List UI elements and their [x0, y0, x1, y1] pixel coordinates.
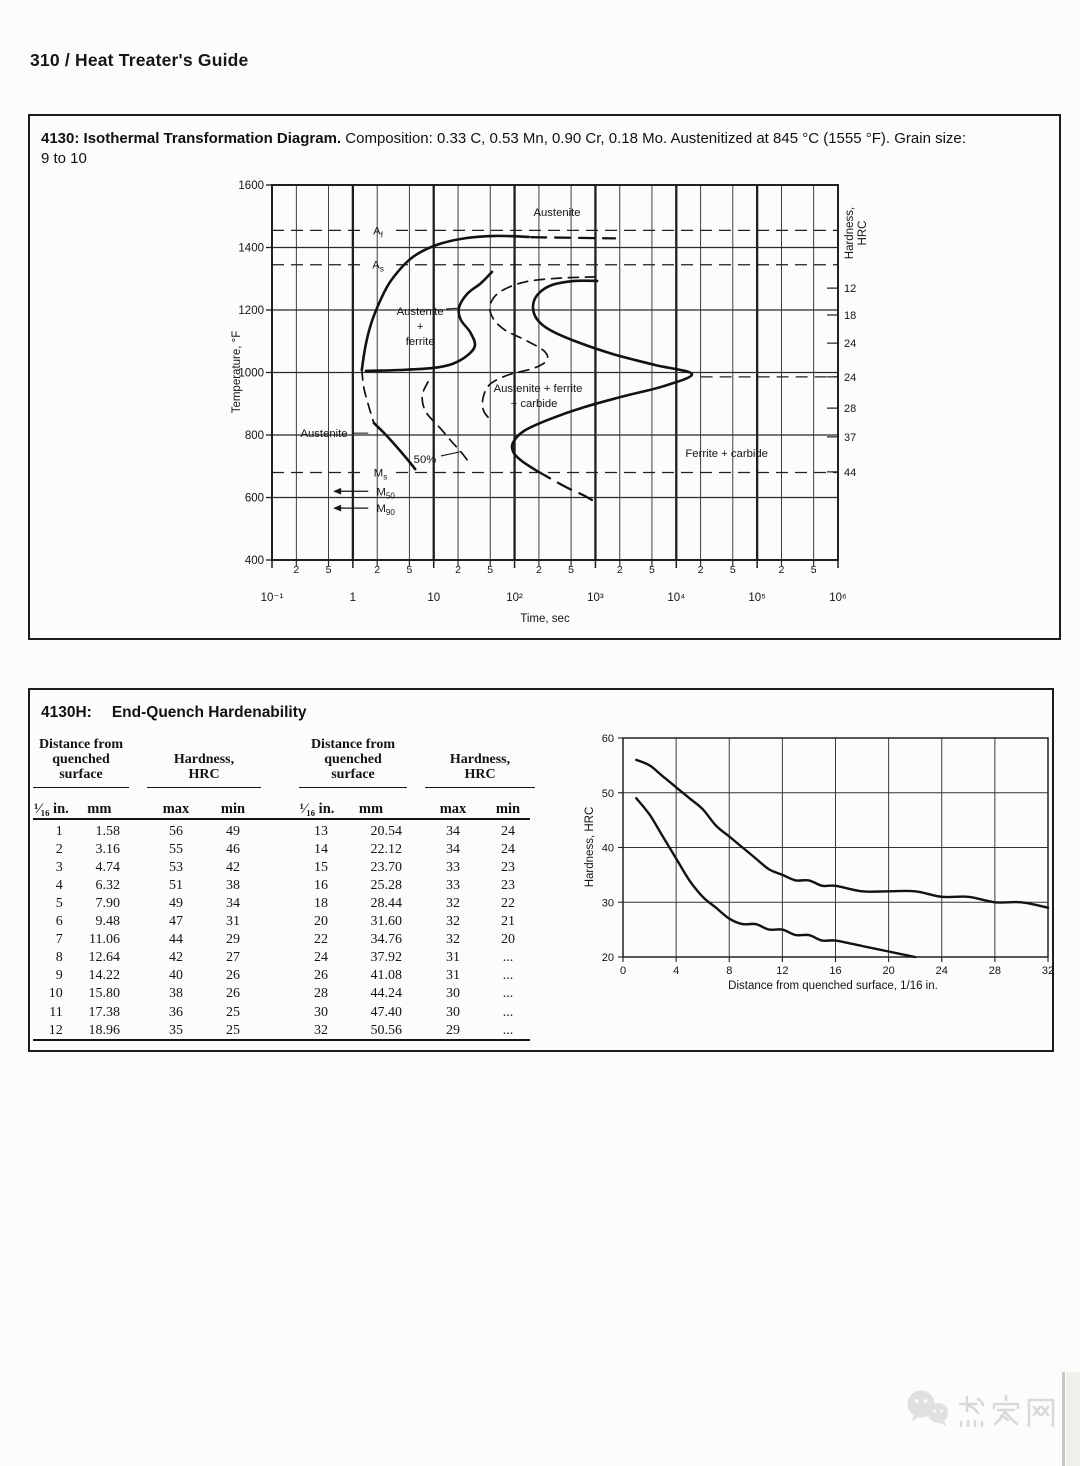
x-axis-tick-label: 10⁶: [829, 592, 847, 604]
col-header-max: max: [439, 800, 467, 817]
x-axis-minor-label: 5: [325, 564, 332, 576]
cell-hardness-max: 36: [169, 1004, 183, 1020]
arrowhead: [333, 488, 341, 495]
cell-hardness-min: 26: [226, 968, 240, 984]
cell-hardness-min: 24: [501, 823, 515, 839]
cell-hardness-min: 22: [501, 895, 515, 911]
cell-hardness-max: 31: [446, 950, 460, 966]
cell-hardness-min: ...: [502, 1004, 514, 1020]
cell-distance-mm: 14.22: [88, 968, 120, 984]
cell-distance-mm: 41.08: [370, 968, 402, 984]
cell-distance-mm: 47.40: [370, 1004, 402, 1020]
x-axis-minor-label: 2: [535, 564, 542, 576]
x-axis-minor-label: 2: [293, 564, 300, 576]
group-header-hardness: Hardness, HRC: [425, 737, 535, 787]
cell-hardness-min: 21: [501, 914, 515, 930]
y-axis-tick-label: 1600: [238, 180, 264, 192]
cell-distance-sixteenth: 11: [49, 1004, 63, 1020]
curve-fifty-pct-ferrite-dashed: [422, 382, 470, 464]
x-axis-minor-label: 2: [374, 564, 381, 576]
cell-hardness-min: 29: [226, 932, 240, 948]
curve-carbide-start: [366, 272, 492, 371]
cell-hardness-max: 49: [169, 895, 183, 911]
x-axis-tick-label: 24: [935, 965, 948, 977]
phase-label: ferrite: [405, 335, 435, 348]
cell-distance-mm: 12.64: [88, 950, 120, 966]
x-axis-title: Time, sec: [520, 613, 570, 625]
phase-label: +: [416, 320, 424, 333]
phase-label: Austenite: [533, 207, 581, 220]
x-axis-minor-label: 5: [810, 564, 817, 576]
x-axis-tick-label: 10⁻¹: [260, 592, 284, 604]
cell-hardness-max: 31: [446, 968, 460, 984]
hq-section-code: 4130H:: [41, 704, 92, 721]
cell-hardness-max: 38: [169, 986, 183, 1002]
watermark: [900, 1384, 1060, 1444]
col-header-max: max: [162, 800, 190, 817]
x-axis-tick-label: 0: [619, 965, 627, 977]
hrc-tick-label: 44: [844, 466, 857, 479]
y-axis-title: Hardness, HRC: [584, 806, 596, 888]
col-header-mm: mm: [87, 800, 112, 817]
cell-distance-sixteenth: 1: [55, 823, 63, 839]
x-axis-tick-label: 1: [349, 592, 357, 604]
cell-hardness-min: 23: [501, 877, 515, 893]
cell-hardness-max: 44: [169, 932, 183, 948]
col-header-mm: mm: [358, 800, 384, 817]
col-header-sixteenth-in: ¹⁄₁₆ in.: [299, 800, 335, 817]
x-axis-minor-label: 5: [649, 564, 655, 576]
cell-distance-sixteenth: 24: [314, 950, 328, 966]
phase-label: Austenite: [396, 305, 444, 318]
y-axis-tick-label: 30: [601, 897, 614, 910]
right-axis-title: Hardness,HRC: [844, 206, 869, 260]
cell-distance-sixteenth: 5: [55, 895, 63, 911]
curve-max: [636, 760, 1048, 908]
cell-distance-sixteenth: 18: [314, 895, 328, 911]
x-axis-tick-label: 16: [829, 965, 842, 977]
curve-ferrite-start-plateau-dashed: [531, 237, 615, 238]
cell-hardness-min: 20: [501, 932, 515, 948]
x-axis-minor-label: 5: [487, 564, 494, 576]
y-axis-tick-label: 1200: [238, 305, 264, 317]
cell-distance-mm: 3.16: [95, 841, 120, 857]
cell-distance-mm: 18.96: [88, 1022, 120, 1038]
cell-distance-mm: 15.80: [88, 986, 120, 1002]
x-axis-tick-label: 20: [882, 965, 895, 977]
x-axis-tick-label: 4: [673, 965, 680, 977]
y-axis-tick-label: 1000: [238, 367, 264, 380]
phase-label: + carbide: [510, 398, 558, 411]
hrc-tick-label: 28: [844, 403, 857, 416]
cell-hardness-min: 46: [226, 841, 240, 857]
phase-label: Austenite: [300, 428, 348, 441]
cell-distance-sixteenth: 15: [314, 859, 328, 875]
watermark-glyphs: [960, 1396, 1053, 1426]
label-leader-line: [446, 308, 459, 309]
cell-distance-mm: 6.32: [95, 877, 120, 893]
cell-hardness-max: 42: [169, 950, 183, 966]
arrowhead: [333, 505, 341, 512]
cell-distance-sixteenth: 30: [314, 1004, 328, 1020]
page-header: 310 / Heat Treater's Guide: [30, 50, 249, 70]
cell-hardness-max: 30: [446, 1004, 460, 1020]
cell-distance-sixteenth: 26: [314, 968, 328, 984]
y-axis-tick-label: 400: [244, 555, 264, 567]
x-axis-tick-label: 10: [427, 592, 441, 604]
cell-distance-sixteenth: 20: [314, 914, 328, 930]
cell-hardness-max: 32: [446, 895, 460, 911]
cell-distance-sixteenth: 28: [314, 986, 328, 1002]
cell-hardness-max: 33: [446, 877, 460, 893]
x-axis-tick-label: 8: [726, 965, 733, 977]
curve-ferrite-start-mid-dashed: [362, 370, 374, 423]
y-axis-title: Temperature, °F: [231, 330, 243, 414]
cell-hardness-max: 30: [446, 986, 460, 1002]
y-axis-tick-label: 800: [244, 430, 264, 442]
cell-hardness-min: 49: [226, 823, 240, 839]
cell-hardness-max: 34: [446, 841, 460, 857]
cell-hardness-max: 51: [169, 877, 183, 893]
x-axis-tick-label: 10⁵: [748, 592, 766, 604]
cell-hardness-min: 34: [226, 895, 240, 911]
curve-ferrite-start: [362, 236, 529, 370]
cell-distance-sixteenth: 16: [314, 877, 328, 893]
cell-distance-mm: 4.74: [95, 859, 120, 875]
hq-section-name: End-Quench Hardenability: [111, 704, 307, 721]
x-axis-minor-label: 2: [697, 564, 704, 576]
cell-hardness-min: 31: [226, 914, 240, 930]
phase-label: 50%: [413, 454, 437, 467]
cell-hardness-min: ...: [502, 986, 514, 1002]
cell-hardness-min: 25: [226, 1004, 240, 1020]
cell-distance-mm: 50.56: [370, 1022, 402, 1038]
y-axis-tick-label: 20: [601, 952, 614, 964]
reference-line-label: $A_s$: [372, 259, 384, 274]
cell-distance-sixteenth: 3: [55, 859, 63, 875]
scan-edge-shade: [1066, 1372, 1080, 1466]
cell-distance-mm: 22.12: [370, 841, 402, 857]
x-axis-minor-label: 2: [778, 564, 785, 576]
cell-hardness-max: 56: [169, 823, 183, 839]
group-header-hardness: Hardness, HRC: [147, 737, 261, 787]
it-section-title-rest: Composition: 0.33 C, 0.53 Mn, 0.90 Cr, 0.18 Mo. Austenitized at 845 °C (1555 °F). Grain size:: [341, 130, 966, 147]
hrc-tick-label: 18: [844, 310, 857, 322]
group-header-distance: Distance from quenched surface: [299, 737, 407, 787]
x-axis-tick-label: 10³: [587, 592, 604, 604]
x-axis-minor-label: 5: [729, 564, 736, 576]
cell-hardness-min: 24: [501, 841, 515, 857]
cell-distance-sixteenth: 9: [55, 968, 63, 984]
cell-distance-mm: 25.28: [370, 877, 402, 893]
x-axis-tick-label: 10⁴: [667, 592, 686, 604]
y-axis-tick-label: 40: [601, 842, 614, 855]
curve-pearlite-start-tail-dashed: [537, 471, 592, 500]
cell-distance-mm: 17.38: [88, 1004, 120, 1020]
cell-hardness-max: 29: [446, 1022, 460, 1038]
cell-distance-mm: 28.44: [370, 895, 402, 911]
x-axis-minor-label: 5: [568, 564, 575, 576]
cell-distance-mm: 37.92: [370, 950, 402, 966]
cell-distance-sixteenth: 4: [55, 877, 63, 893]
label-leader-line: [441, 452, 460, 456]
it-diagram-chart: [231, 180, 869, 625]
cell-hardness-min: ...: [502, 950, 514, 966]
cell-distance-sixteenth: 10: [48, 986, 63, 1002]
cell-distance-mm: 11.06: [89, 932, 120, 948]
y-axis-tick-label: 600: [244, 492, 264, 505]
cell-distance-mm: 9.48: [95, 914, 120, 930]
cell-distance-sixteenth: 14: [314, 841, 328, 857]
reference-line-label: $A_f$: [373, 225, 383, 240]
phase-label: Ferrite + carbide: [685, 448, 768, 461]
cell-hardness-min: 27: [226, 950, 240, 966]
cell-distance-mm: 7.90: [95, 895, 120, 911]
cell-hardness-max: 35: [169, 1022, 183, 1038]
cell-hardness-max: 55: [169, 841, 183, 857]
x-axis-minor-label: 5: [406, 564, 413, 576]
cell-hardness-max: 34: [446, 823, 460, 839]
cell-hardness-min: 38: [226, 877, 240, 893]
cell-hardness-min: 23: [501, 859, 515, 875]
cell-distance-mm: 34.76: [370, 932, 402, 948]
cell-distance-sixteenth: 2: [55, 841, 63, 857]
cell-distance-mm: 20.54: [370, 823, 402, 839]
it-section-title-line2: 9 to 10: [41, 149, 87, 167]
x-axis-title: Distance from quenched surface, 1/16 in.: [728, 980, 938, 992]
cell-distance-sixteenth: 32: [314, 1022, 328, 1038]
cell-distance-sixteenth: 6: [55, 914, 63, 930]
col-header-sixteenth-in: ¹⁄₁₆ in.: [33, 800, 69, 817]
y-axis-tick-label: 60: [601, 733, 614, 745]
cell-distance-mm: 1.58: [95, 823, 120, 839]
phase-label: Austenite + ferrite: [493, 383, 583, 396]
group-header-distance: Distance from quenched surface: [33, 737, 129, 787]
x-axis-tick-label: 28: [988, 965, 1001, 977]
x-axis-tick-label: 12: [776, 965, 789, 977]
col-header-min: min: [220, 800, 246, 817]
hrc-tick-label: 24: [844, 371, 857, 384]
hrc-tick-label: 37: [844, 431, 857, 444]
it-section-title-bold: 4130: Isothermal Transformation Diagram.: [41, 130, 342, 147]
cell-distance-sixteenth: 22: [314, 932, 328, 948]
cell-hardness-max: 40: [169, 968, 183, 984]
curve-min: [636, 798, 915, 957]
reference-line-label: $M_s$: [373, 467, 388, 482]
m-line-label: $M_{50}$: [376, 486, 395, 501]
cell-hardness-max: 32: [446, 914, 460, 930]
cell-distance-sixteenth: 7: [55, 932, 63, 948]
y-axis-tick-label: 50: [601, 787, 614, 800]
cell-hardness-min: ...: [502, 1022, 514, 1038]
m-line-label: $M_{90}$: [376, 503, 395, 518]
cell-hardness-min: ...: [502, 968, 514, 984]
cell-distance-mm: 31.60: [370, 914, 402, 930]
x-axis-tick-label: 32: [1041, 965, 1055, 977]
cell-distance-sixteenth: 12: [48, 1022, 63, 1038]
col-header-min: min: [495, 800, 521, 817]
hrc-tick-label: 24: [844, 338, 857, 351]
hrc-tick-label: 12: [844, 283, 857, 296]
cell-distance-sixteenth: 13: [314, 823, 328, 839]
scan-edge-line: [1062, 1372, 1065, 1466]
cell-hardness-max: 53: [169, 859, 183, 875]
cell-hardness-min: 42: [226, 859, 240, 875]
wechat-bubbles-icon: [900, 1384, 1060, 1444]
x-axis-minor-label: 2: [616, 564, 623, 576]
x-axis-tick-label: 10²: [506, 592, 523, 604]
y-axis-tick-label: 1400: [238, 242, 264, 255]
cell-hardness-min: 26: [226, 986, 240, 1002]
cell-hardness-max: 33: [446, 859, 460, 875]
cell-distance-mm: 44.24: [370, 986, 402, 1002]
cell-hardness-min: 25: [226, 1022, 240, 1038]
cell-distance-mm: 23.70: [370, 859, 402, 875]
cell-distance-sixteenth: 8: [55, 950, 63, 966]
x-axis-minor-label: 2: [455, 564, 461, 576]
hardenability-chart: [584, 733, 1054, 992]
cell-hardness-max: 47: [169, 914, 183, 930]
cell-hardness-max: 32: [446, 932, 460, 948]
